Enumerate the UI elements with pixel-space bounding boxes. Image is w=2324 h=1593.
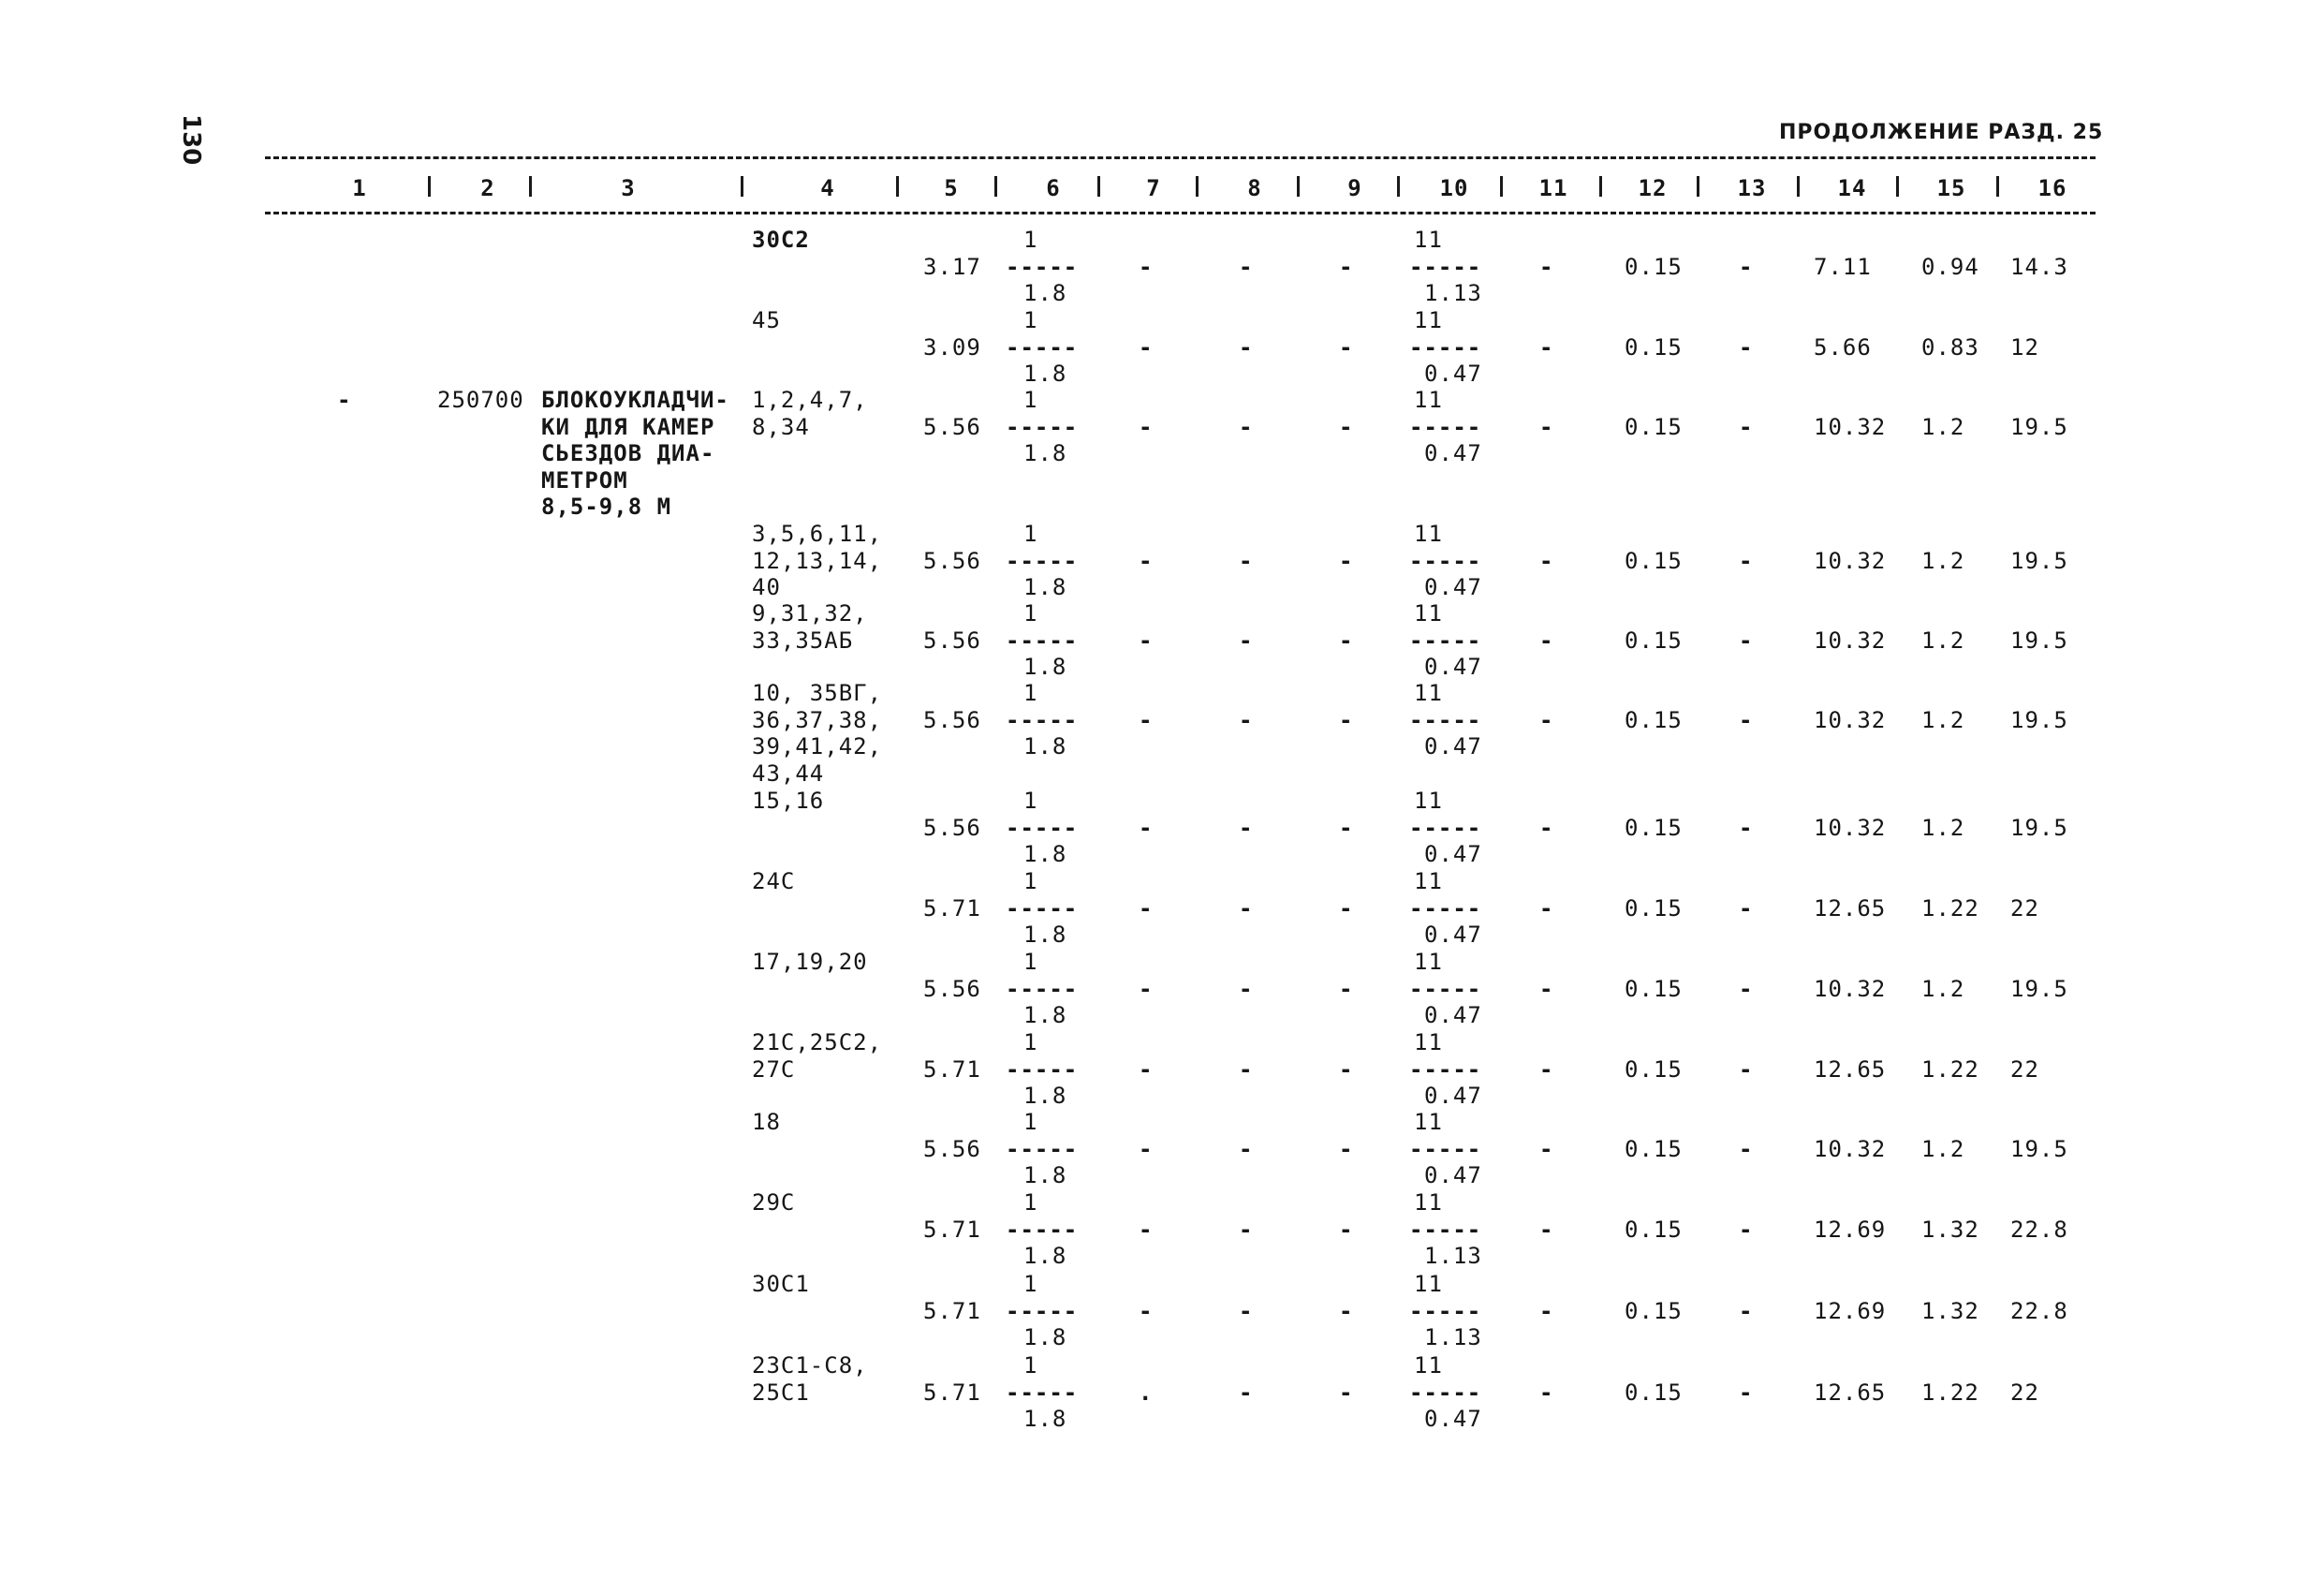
- column-separator: [1996, 176, 1999, 197]
- cell-col14: 10.32: [1814, 814, 1887, 841]
- cell-col13: -: [1739, 547, 1754, 574]
- cell-col11: -: [1539, 333, 1554, 361]
- cell-col5: 5.71: [923, 1297, 981, 1324]
- cell-col5: 5.71: [923, 1379, 981, 1406]
- cell-col7: -: [1139, 333, 1154, 361]
- cell-col4-line: 45: [752, 307, 781, 333]
- cell-col4-line: 36,37,38,: [752, 706, 883, 733]
- cell-col16: 19.5: [2010, 1135, 2068, 1162]
- cell-col10-numerator: 11: [1414, 680, 1443, 706]
- cell-col14: 10.32: [1814, 627, 1887, 654]
- cell-col14: 10.32: [1814, 1135, 1887, 1162]
- cell-col8: -: [1239, 627, 1254, 654]
- cell-col7: -: [1139, 1297, 1154, 1324]
- column-separator: [428, 176, 431, 197]
- cell-col10-denominator: 0.47: [1424, 1162, 1482, 1189]
- cell-col10-fraction-bar: -----: [1409, 333, 1482, 361]
- cell-col6-numerator: 1: [1023, 521, 1038, 547]
- cell-col10-fraction-bar: -----: [1409, 706, 1482, 733]
- cell-col6-numerator: 1: [1023, 1271, 1038, 1297]
- cell-col12: 0.15: [1625, 333, 1683, 361]
- cell-col5: 5.71: [923, 1055, 981, 1083]
- cell-col6-fraction-bar: -----: [1006, 547, 1079, 574]
- cell-col6-fraction-bar: -----: [1006, 253, 1079, 280]
- cell-col6-denominator: 1.8: [1023, 733, 1067, 760]
- cell-col9: -: [1339, 333, 1354, 361]
- column-separator: [1297, 176, 1300, 197]
- cell-col15: 1.2: [1921, 814, 1965, 841]
- cell-col14: 5.66: [1814, 333, 1872, 361]
- cell-col11: -: [1539, 413, 1554, 440]
- column-header-10: 10: [1439, 175, 1469, 201]
- cell-col15: 1.2: [1921, 1135, 1965, 1162]
- cell-col12: 0.15: [1625, 1216, 1683, 1243]
- cell-col9: -: [1339, 706, 1354, 733]
- cell-col15: 1.22: [1921, 1055, 1979, 1083]
- item-dash: -: [337, 387, 352, 413]
- cell-col8: -: [1239, 1379, 1254, 1406]
- cell-col6-denominator: 1.8: [1023, 1083, 1067, 1110]
- cell-col6-numerator: 1: [1023, 1189, 1038, 1216]
- column-header-15: 15: [1936, 175, 1966, 201]
- cell-col13: -: [1739, 253, 1754, 280]
- cell-col6-numerator: 1: [1023, 788, 1038, 814]
- cell-col14: 10.32: [1814, 413, 1887, 440]
- cell-col16: 19.5: [2010, 706, 2068, 733]
- cell-col6-denominator: 1.8: [1023, 280, 1067, 307]
- cell-col15: 1.2: [1921, 706, 1965, 733]
- cell-col9: -: [1339, 814, 1354, 841]
- cell-col4-line: 15,16: [752, 788, 825, 814]
- cell-col10-numerator: 11: [1414, 949, 1443, 975]
- cell-col5: 3.09: [923, 333, 981, 361]
- page-number: 130: [177, 114, 205, 166]
- cell-col6-numerator: 1: [1023, 600, 1038, 627]
- cell-col8: -: [1239, 814, 1254, 841]
- column-separator: [1797, 176, 1800, 197]
- cell-col4-line: 10, 35ВГ,: [752, 680, 883, 706]
- cell-col10-fraction-bar: -----: [1409, 1297, 1482, 1324]
- cell-col10-denominator: 0.47: [1424, 1083, 1482, 1110]
- cell-col15: 0.83: [1921, 333, 1979, 361]
- cell-col13: -: [1739, 1055, 1754, 1083]
- cell-col12: 0.15: [1625, 975, 1683, 1002]
- cell-col7: -: [1139, 894, 1154, 922]
- cell-col4-line: 12,13,14,: [752, 547, 883, 574]
- cell-col10-fraction-bar: -----: [1409, 413, 1482, 440]
- cell-col10-denominator: 1.13: [1424, 1243, 1482, 1270]
- cell-col4-line: 33,35АБ: [752, 627, 854, 654]
- cell-col5: 5.56: [923, 814, 981, 841]
- cell-col10-numerator: 11: [1414, 307, 1443, 333]
- column-separator: [1097, 176, 1100, 197]
- cell-col13: -: [1739, 814, 1754, 841]
- cell-col13: -: [1739, 627, 1754, 654]
- cell-col11: -: [1539, 814, 1554, 841]
- cell-col6-denominator: 1.8: [1023, 654, 1067, 681]
- cell-col10-numerator: 11: [1414, 387, 1443, 413]
- cell-col6-numerator: 1: [1023, 1109, 1038, 1135]
- cell-col13: -: [1739, 1379, 1754, 1406]
- cell-col16: 22: [2010, 894, 2039, 922]
- cell-col12: 0.15: [1625, 627, 1683, 654]
- cell-col16: 22.8: [2010, 1297, 2068, 1324]
- cell-col6-fraction-bar: -----: [1006, 627, 1079, 654]
- cell-col4-line: 18: [752, 1109, 781, 1135]
- cell-col10-denominator: 0.47: [1424, 1406, 1482, 1433]
- cell-col11: -: [1539, 627, 1554, 654]
- cell-col15: 0.94: [1921, 253, 1979, 280]
- cell-col14: 12.65: [1814, 1379, 1887, 1406]
- cell-col10-numerator: 11: [1414, 1109, 1443, 1135]
- cell-col9: -: [1339, 1055, 1354, 1083]
- cell-col15: 1.2: [1921, 975, 1965, 1002]
- cell-col16: 22: [2010, 1379, 2039, 1406]
- cell-col7: .: [1139, 1379, 1154, 1406]
- cell-col5: 5.56: [923, 1135, 981, 1162]
- cell-col11: -: [1539, 1055, 1554, 1083]
- cell-col6-fraction-bar: -----: [1006, 1135, 1079, 1162]
- column-header-1: 1: [352, 175, 367, 201]
- cell-col8: -: [1239, 975, 1254, 1002]
- cell-col4-line: 8,34: [752, 413, 810, 440]
- cell-col6-fraction-bar: -----: [1006, 333, 1079, 361]
- cell-col10-denominator: 0.47: [1424, 440, 1482, 467]
- cell-col7: -: [1139, 1216, 1154, 1243]
- item-name-line: СЬЕЗДОВ ДИА-: [541, 440, 715, 467]
- cell-col7: -: [1139, 1055, 1154, 1083]
- cell-col14: 10.32: [1814, 706, 1887, 733]
- column-header-8: 8: [1247, 175, 1262, 201]
- cell-col7: -: [1139, 1135, 1154, 1162]
- cell-col7: -: [1139, 547, 1154, 574]
- cell-col6-denominator: 1.8: [1023, 1243, 1067, 1270]
- cell-col16: 19.5: [2010, 547, 2068, 574]
- item-name-line: МЕТРОМ: [541, 466, 628, 494]
- cell-col14: 12.65: [1814, 894, 1887, 922]
- cell-col10-fraction-bar: -----: [1409, 547, 1482, 574]
- cell-col8: -: [1239, 253, 1254, 280]
- cell-col10-denominator: 1.13: [1424, 280, 1482, 307]
- column-header-12: 12: [1638, 175, 1668, 201]
- column-header-13: 13: [1737, 175, 1767, 201]
- column-header-3: 3: [621, 175, 636, 201]
- cell-col6-fraction-bar: -----: [1006, 1216, 1079, 1243]
- cell-col11: -: [1539, 894, 1554, 922]
- cell-col13: -: [1739, 975, 1754, 1002]
- cell-col4-line: 30С1: [752, 1271, 810, 1297]
- cell-col8: -: [1239, 333, 1254, 361]
- column-header-16: 16: [2037, 175, 2067, 201]
- cell-col8: -: [1239, 1055, 1254, 1083]
- cell-col4-line: 27С: [752, 1055, 796, 1083]
- cell-col15: 1.2: [1921, 413, 1965, 440]
- cell-col4-line: 23С1-С8,: [752, 1352, 868, 1379]
- cell-col9: -: [1339, 547, 1354, 574]
- cell-col4-line: 30С2: [752, 227, 810, 253]
- cell-col12: 0.15: [1625, 706, 1683, 733]
- cell-col6-numerator: 1: [1023, 868, 1038, 894]
- cell-col13: -: [1739, 894, 1754, 922]
- cell-col5: 5.56: [923, 413, 981, 440]
- cell-col6-denominator: 1.8: [1023, 440, 1067, 467]
- cell-col6-fraction-bar: -----: [1006, 814, 1079, 841]
- cell-col16: 14.3: [2010, 253, 2068, 280]
- column-separator: [1697, 176, 1699, 197]
- cell-col11: -: [1539, 706, 1554, 733]
- cell-col9: -: [1339, 413, 1354, 440]
- column-separator: [1196, 176, 1199, 197]
- cell-col8: -: [1239, 706, 1254, 733]
- cell-col10-numerator: 11: [1414, 521, 1443, 547]
- cell-col4-line: 43,44: [752, 760, 825, 787]
- item-name-line: БЛОКОУКЛАДЧИ-: [541, 387, 729, 413]
- cell-col10-numerator: 11: [1414, 1352, 1443, 1379]
- column-separator: [1599, 176, 1602, 197]
- cell-col10-denominator: 0.47: [1424, 654, 1482, 681]
- cell-col5: 5.56: [923, 706, 981, 733]
- cell-col6-fraction-bar: -----: [1006, 413, 1079, 440]
- cell-col5: 5.71: [923, 894, 981, 922]
- column-separator: [529, 176, 532, 197]
- column-separator: [1500, 176, 1503, 197]
- column-separator: [1896, 176, 1899, 197]
- cell-col13: -: [1739, 1297, 1754, 1324]
- cell-col8: -: [1239, 413, 1254, 440]
- cell-col6-fraction-bar: -----: [1006, 894, 1079, 922]
- cell-col10-numerator: 11: [1414, 600, 1443, 627]
- cell-col16: 19.5: [2010, 413, 2068, 440]
- cell-col10-numerator: 11: [1414, 1189, 1443, 1216]
- cell-col10-fraction-bar: -----: [1409, 975, 1482, 1002]
- cell-col16: 19.5: [2010, 975, 2068, 1002]
- cell-col9: -: [1339, 253, 1354, 280]
- cell-col12: 0.15: [1625, 413, 1683, 440]
- cell-col10-numerator: 11: [1414, 868, 1443, 894]
- item-name-line: 8,5-9,8 М: [541, 494, 672, 521]
- cell-col5: 3.17: [923, 253, 981, 280]
- cell-col10-denominator: 0.47: [1424, 922, 1482, 949]
- cell-col10-numerator: 11: [1414, 1271, 1443, 1297]
- cell-col6-fraction-bar: -----: [1006, 1379, 1079, 1406]
- cell-col7: -: [1139, 627, 1154, 654]
- cell-col12: 0.15: [1625, 894, 1683, 922]
- cell-col6-denominator: 1.8: [1023, 1162, 1067, 1189]
- cell-col4-line: 9,31,32,: [752, 600, 868, 627]
- cell-col14: 12.65: [1814, 1055, 1887, 1083]
- cell-col16: 22.8: [2010, 1216, 2068, 1243]
- cell-col15: 1.22: [1921, 894, 1979, 922]
- cell-col9: -: [1339, 627, 1354, 654]
- cell-col9: -: [1339, 1216, 1354, 1243]
- cell-col13: -: [1739, 706, 1754, 733]
- cell-col6-numerator: 1: [1023, 1352, 1038, 1379]
- cell-col6-denominator: 1.8: [1023, 574, 1067, 601]
- cell-col12: 0.15: [1625, 1297, 1683, 1324]
- cell-col9: -: [1339, 975, 1354, 1002]
- cell-col6-numerator: 1: [1023, 680, 1038, 706]
- cell-col15: 1.2: [1921, 547, 1965, 574]
- cell-col4-line: 1,2,4,7,: [752, 387, 868, 413]
- cell-col15: 1.32: [1921, 1216, 1979, 1243]
- column-header-6: 6: [1046, 175, 1061, 201]
- cell-col10-numerator: 11: [1414, 788, 1443, 814]
- cell-col13: -: [1739, 1216, 1754, 1243]
- cell-col7: -: [1139, 814, 1154, 841]
- column-separator: [896, 176, 899, 197]
- cell-col11: -: [1539, 547, 1554, 574]
- cell-col4-line: 29С: [752, 1189, 796, 1216]
- cell-col4-line: 24С: [752, 868, 796, 894]
- cell-col9: -: [1339, 1135, 1354, 1162]
- cell-col10-numerator: 11: [1414, 227, 1443, 253]
- cell-col14: 12.69: [1814, 1216, 1887, 1243]
- top-rule: [265, 156, 2096, 159]
- cell-col10-denominator: 0.47: [1424, 574, 1482, 601]
- cell-col6-denominator: 1.8: [1023, 1002, 1067, 1029]
- cell-col9: -: [1339, 1379, 1354, 1406]
- cell-col6-fraction-bar: -----: [1006, 975, 1079, 1002]
- cell-col7: -: [1139, 413, 1154, 440]
- cell-col10-denominator: 0.47: [1424, 841, 1482, 868]
- cell-col10-fraction-bar: -----: [1409, 253, 1482, 280]
- cell-col10-fraction-bar: -----: [1409, 627, 1482, 654]
- cell-col11: -: [1539, 253, 1554, 280]
- cell-col15: 1.32: [1921, 1297, 1979, 1324]
- cell-col12: 0.15: [1625, 1135, 1683, 1162]
- cell-col4-line: 39,41,42,: [752, 733, 883, 760]
- cell-col6-numerator: 1: [1023, 1029, 1038, 1055]
- cell-col16: 19.5: [2010, 814, 2068, 841]
- cell-col16: 19.5: [2010, 627, 2068, 654]
- cell-col13: -: [1739, 413, 1754, 440]
- cell-col6-denominator: 1.8: [1023, 1324, 1067, 1351]
- cell-col11: -: [1539, 1135, 1554, 1162]
- cell-col4-line: 21С,25С2,: [752, 1029, 883, 1055]
- cell-col10-denominator: 1.13: [1424, 1324, 1482, 1351]
- cell-col6-fraction-bar: -----: [1006, 1297, 1079, 1324]
- column-header-14: 14: [1837, 175, 1867, 201]
- column-header-7: 7: [1146, 175, 1161, 201]
- cell-col10-denominator: 0.47: [1424, 361, 1482, 388]
- cell-col7: -: [1139, 253, 1154, 280]
- cell-col6-denominator: 1.8: [1023, 361, 1067, 388]
- cell-col6-numerator: 1: [1023, 227, 1038, 253]
- cell-col16: 22: [2010, 1055, 2039, 1083]
- cell-col10-denominator: 0.47: [1424, 1002, 1482, 1029]
- cell-col12: 0.15: [1625, 1379, 1683, 1406]
- cell-col8: -: [1239, 1297, 1254, 1324]
- cell-col14: 10.32: [1814, 547, 1887, 574]
- cell-col12: 0.15: [1625, 253, 1683, 280]
- cell-col10-fraction-bar: -----: [1409, 1216, 1482, 1243]
- cell-col11: -: [1539, 1297, 1554, 1324]
- cell-col8: -: [1239, 547, 1254, 574]
- cell-col6-fraction-bar: -----: [1006, 1055, 1079, 1083]
- cell-col6-denominator: 1.8: [1023, 922, 1067, 949]
- cell-col14: 10.32: [1814, 975, 1887, 1002]
- header-bottom-rule: [265, 212, 2096, 214]
- cell-col15: 1.2: [1921, 627, 1965, 654]
- column-header-9: 9: [1347, 175, 1362, 201]
- cell-col5: 5.56: [923, 975, 981, 1002]
- cell-col12: 0.15: [1625, 547, 1683, 574]
- cell-col11: -: [1539, 1379, 1554, 1406]
- cell-col14: 12.69: [1814, 1297, 1887, 1324]
- cell-col11: -: [1539, 975, 1554, 1002]
- cell-col4-line: 17,19,20: [752, 949, 868, 975]
- cell-col4-line: 25С1: [752, 1379, 810, 1406]
- column-header-2: 2: [480, 175, 495, 201]
- cell-col12: 0.15: [1625, 814, 1683, 841]
- cell-col16: 12: [2010, 333, 2039, 361]
- cell-col6-numerator: 1: [1023, 949, 1038, 975]
- cell-col4-line: 3,5,6,11,: [752, 521, 883, 547]
- cell-col5: 5.56: [923, 627, 981, 654]
- column-header-11: 11: [1538, 175, 1568, 201]
- column-separator: [1397, 176, 1400, 197]
- cell-col6-numerator: 1: [1023, 387, 1038, 413]
- cell-col6-fraction-bar: -----: [1006, 706, 1079, 733]
- column-separator: [994, 176, 997, 197]
- cell-col6-numerator: 1: [1023, 307, 1038, 333]
- cell-col15: 1.22: [1921, 1379, 1979, 1406]
- cell-col6-denominator: 1.8: [1023, 1406, 1067, 1433]
- cell-col6-denominator: 1.8: [1023, 841, 1067, 868]
- item-code: 250700: [437, 387, 524, 413]
- cell-col10-fraction-bar: -----: [1409, 894, 1482, 922]
- cell-col10-fraction-bar: -----: [1409, 1135, 1482, 1162]
- cell-col10-fraction-bar: -----: [1409, 1379, 1482, 1406]
- cell-col13: -: [1739, 1135, 1754, 1162]
- item-name-line: КИ ДЛЯ КАМЕР: [541, 413, 715, 440]
- cell-col10-numerator: 11: [1414, 1029, 1443, 1055]
- cell-col8: -: [1239, 1135, 1254, 1162]
- cell-col13: -: [1739, 333, 1754, 361]
- cell-col11: -: [1539, 1216, 1554, 1243]
- cell-col12: 0.15: [1625, 1055, 1683, 1083]
- section-continuation-title: ПРОДОЛЖЕНИЕ РАЗД. 25: [1779, 121, 2104, 144]
- cell-col9: -: [1339, 1297, 1354, 1324]
- cell-col10-fraction-bar: -----: [1409, 814, 1482, 841]
- cell-col5: 5.71: [923, 1216, 981, 1243]
- cell-col7: -: [1139, 975, 1154, 1002]
- cell-col5: 5.56: [923, 547, 981, 574]
- cell-col8: -: [1239, 1216, 1254, 1243]
- cell-col7: -: [1139, 706, 1154, 733]
- column-header-5: 5: [944, 175, 959, 201]
- cell-col10-denominator: 0.47: [1424, 733, 1482, 760]
- cell-col9: -: [1339, 894, 1354, 922]
- column-header-4: 4: [820, 175, 835, 201]
- cell-col8: -: [1239, 894, 1254, 922]
- cell-col4-line: 40: [752, 574, 781, 601]
- column-separator: [741, 176, 743, 197]
- cell-col10-fraction-bar: -----: [1409, 1055, 1482, 1083]
- cell-col14: 7.11: [1814, 253, 1872, 280]
